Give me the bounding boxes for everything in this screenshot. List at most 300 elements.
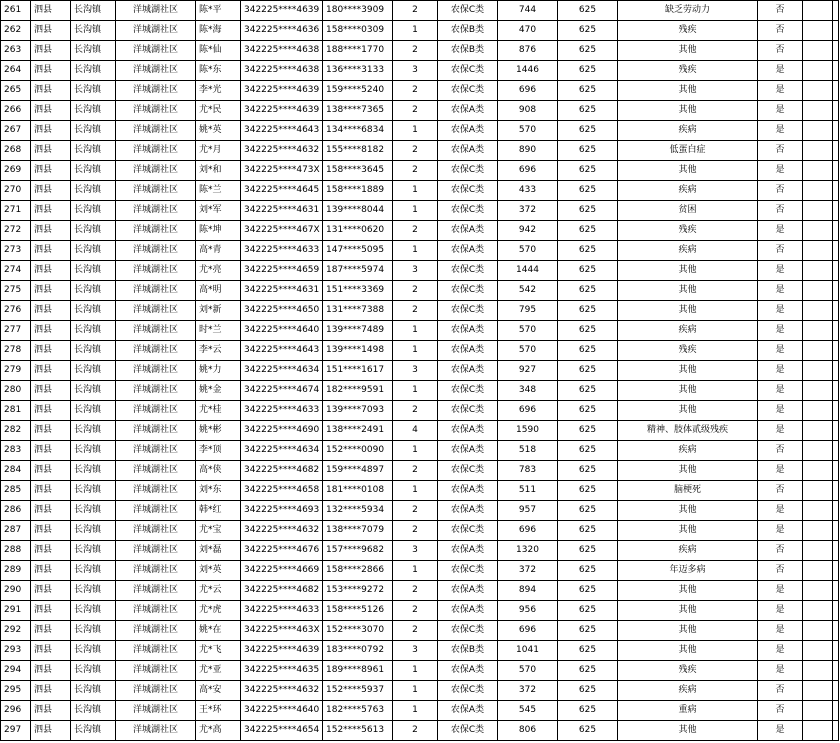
members-cell: 1 bbox=[393, 121, 438, 141]
empty-cell bbox=[803, 41, 833, 61]
reason-cell: 年迈多病 bbox=[618, 561, 758, 581]
row-number-cell: 283 bbox=[1, 441, 31, 461]
amount-cell: 433 bbox=[498, 181, 558, 201]
empty-cell bbox=[833, 501, 839, 521]
county-cell: 泗县 bbox=[31, 581, 71, 601]
empty-cell bbox=[803, 101, 833, 121]
table-row bbox=[1, 61, 839, 81]
empty-cell bbox=[803, 161, 833, 181]
row-number-cell: 269 bbox=[1, 161, 31, 181]
name-cell: 尤*飞 bbox=[196, 641, 241, 661]
members-cell: 2 bbox=[393, 501, 438, 521]
community-cell: 洋城湖社区 bbox=[116, 141, 196, 161]
id-number-cell: 342225****4654 bbox=[241, 721, 323, 741]
phone-cell: 138****2491 bbox=[323, 421, 393, 441]
empty-cell bbox=[803, 181, 833, 201]
row-number-cell: 263 bbox=[1, 41, 31, 61]
community-cell: 洋城湖社区 bbox=[116, 41, 196, 61]
county-cell: 泗县 bbox=[31, 121, 71, 141]
table-row bbox=[1, 1, 839, 21]
phone-cell: 151****3369 bbox=[323, 281, 393, 301]
table-row bbox=[1, 581, 839, 601]
flag-cell: 是 bbox=[758, 381, 803, 401]
row-number-cell: 280 bbox=[1, 381, 31, 401]
town-cell: 长沟镇 bbox=[71, 621, 116, 641]
amount-cell: 570 bbox=[498, 121, 558, 141]
standard-cell: 625 bbox=[558, 461, 618, 481]
table-row bbox=[1, 681, 839, 701]
row-number-cell: 275 bbox=[1, 281, 31, 301]
amount-cell: 744 bbox=[498, 1, 558, 21]
phone-cell: 139****1498 bbox=[323, 341, 393, 361]
name-cell: 陈*仙 bbox=[196, 41, 241, 61]
members-cell: 4 bbox=[393, 421, 438, 441]
category-cell: 农保B类 bbox=[438, 641, 498, 661]
members-cell: 2 bbox=[393, 221, 438, 241]
phone-cell: 151****1617 bbox=[323, 361, 393, 381]
empty-cell bbox=[833, 721, 839, 741]
phone-cell: 187****5974 bbox=[323, 261, 393, 281]
amount-cell: 783 bbox=[498, 461, 558, 481]
county-cell: 泗县 bbox=[31, 301, 71, 321]
empty-cell bbox=[833, 221, 839, 241]
row-number-cell: 290 bbox=[1, 581, 31, 601]
empty-cell bbox=[833, 341, 839, 361]
table-row bbox=[1, 21, 839, 41]
flag-cell: 是 bbox=[758, 521, 803, 541]
county-cell: 泗县 bbox=[31, 41, 71, 61]
category-cell: 农保C类 bbox=[438, 621, 498, 641]
reason-cell: 低蛋白症 bbox=[618, 141, 758, 161]
reason-cell: 其他 bbox=[618, 581, 758, 601]
community-cell: 洋城湖社区 bbox=[116, 461, 196, 481]
row-number-cell: 285 bbox=[1, 481, 31, 501]
amount-cell: 696 bbox=[498, 161, 558, 181]
empty-cell bbox=[803, 541, 833, 561]
phone-cell: 139****8044 bbox=[323, 201, 393, 221]
category-cell: 农保A类 bbox=[438, 321, 498, 341]
empty-cell bbox=[803, 461, 833, 481]
reason-cell: 贫困 bbox=[618, 201, 758, 221]
members-cell: 1 bbox=[393, 241, 438, 261]
phone-cell: 134****6834 bbox=[323, 121, 393, 141]
county-cell: 泗县 bbox=[31, 641, 71, 661]
row-number-cell: 286 bbox=[1, 501, 31, 521]
row-number-cell: 287 bbox=[1, 521, 31, 541]
county-cell: 泗县 bbox=[31, 681, 71, 701]
empty-cell bbox=[803, 301, 833, 321]
community-cell: 洋城湖社区 bbox=[116, 381, 196, 401]
reason-cell: 残疾 bbox=[618, 661, 758, 681]
table-row bbox=[1, 281, 839, 301]
members-cell: 3 bbox=[393, 641, 438, 661]
town-cell: 长沟镇 bbox=[71, 701, 116, 721]
table-row bbox=[1, 181, 839, 201]
amount-cell: 696 bbox=[498, 81, 558, 101]
phone-cell: 180****3909 bbox=[323, 1, 393, 21]
county-cell: 泗县 bbox=[31, 161, 71, 181]
flag-cell: 是 bbox=[758, 361, 803, 381]
category-cell: 农保B类 bbox=[438, 41, 498, 61]
empty-cell bbox=[803, 721, 833, 741]
empty-cell bbox=[833, 461, 839, 481]
amount-cell: 372 bbox=[498, 201, 558, 221]
reason-cell: 缺乏劳动力 bbox=[618, 1, 758, 21]
row-number-cell: 297 bbox=[1, 721, 31, 741]
standard-cell: 625 bbox=[558, 101, 618, 121]
id-number-cell: 342225****4635 bbox=[241, 661, 323, 681]
row-number-cell: 276 bbox=[1, 301, 31, 321]
id-number-cell: 342225****4693 bbox=[241, 501, 323, 521]
reason-cell: 其他 bbox=[618, 41, 758, 61]
town-cell: 长沟镇 bbox=[71, 281, 116, 301]
category-cell: 农保A类 bbox=[438, 421, 498, 441]
table-row bbox=[1, 421, 839, 441]
reason-cell: 其他 bbox=[618, 401, 758, 421]
name-cell: 高*侠 bbox=[196, 461, 241, 481]
standard-cell: 625 bbox=[558, 641, 618, 661]
reason-cell: 其他 bbox=[618, 641, 758, 661]
id-number-cell: 342225****4645 bbox=[241, 181, 323, 201]
empty-cell bbox=[833, 521, 839, 541]
empty-cell bbox=[803, 601, 833, 621]
community-cell: 洋城湖社区 bbox=[116, 341, 196, 361]
flag-cell: 否 bbox=[758, 541, 803, 561]
row-number-cell: 277 bbox=[1, 321, 31, 341]
amount-cell: 570 bbox=[498, 341, 558, 361]
county-cell: 泗县 bbox=[31, 481, 71, 501]
phone-cell: 182****9591 bbox=[323, 381, 393, 401]
community-cell: 洋城湖社区 bbox=[116, 61, 196, 81]
table-row bbox=[1, 321, 839, 341]
amount-cell: 1590 bbox=[498, 421, 558, 441]
community-cell: 洋城湖社区 bbox=[116, 641, 196, 661]
empty-cell bbox=[833, 21, 839, 41]
empty-cell bbox=[833, 661, 839, 681]
category-cell: 农保C类 bbox=[438, 181, 498, 201]
category-cell: 农保B类 bbox=[438, 21, 498, 41]
amount-cell: 696 bbox=[498, 521, 558, 541]
county-cell: 泗县 bbox=[31, 181, 71, 201]
table-row bbox=[1, 441, 839, 461]
flag-cell: 是 bbox=[758, 161, 803, 181]
phone-cell: 152****5613 bbox=[323, 721, 393, 741]
members-cell: 2 bbox=[393, 281, 438, 301]
members-cell: 2 bbox=[393, 141, 438, 161]
name-cell: 陈*坤 bbox=[196, 221, 241, 241]
flag-cell: 是 bbox=[758, 661, 803, 681]
table-row bbox=[1, 301, 839, 321]
empty-cell bbox=[833, 321, 839, 341]
table-row bbox=[1, 261, 839, 281]
county-cell: 泗县 bbox=[31, 461, 71, 481]
flag-cell: 否 bbox=[758, 481, 803, 501]
county-cell: 泗县 bbox=[31, 81, 71, 101]
category-cell: 农保A类 bbox=[438, 481, 498, 501]
empty-cell bbox=[803, 141, 833, 161]
community-cell: 洋城湖社区 bbox=[116, 661, 196, 681]
town-cell: 长沟镇 bbox=[71, 181, 116, 201]
id-number-cell: 342225****4659 bbox=[241, 261, 323, 281]
name-cell: 姚*力 bbox=[196, 361, 241, 381]
town-cell: 长沟镇 bbox=[71, 661, 116, 681]
phone-cell: 159****4897 bbox=[323, 461, 393, 481]
reason-cell: 疾病 bbox=[618, 241, 758, 261]
members-cell: 1 bbox=[393, 561, 438, 581]
empty-cell bbox=[833, 581, 839, 601]
empty-cell bbox=[833, 441, 839, 461]
row-number-cell: 293 bbox=[1, 641, 31, 661]
standard-cell: 625 bbox=[558, 721, 618, 741]
category-cell: 农保C类 bbox=[438, 201, 498, 221]
table-row bbox=[1, 341, 839, 361]
empty-cell bbox=[803, 21, 833, 41]
name-cell: 陈*海 bbox=[196, 21, 241, 41]
phone-cell: 155****8182 bbox=[323, 141, 393, 161]
standard-cell: 625 bbox=[558, 1, 618, 21]
row-number-cell: 296 bbox=[1, 701, 31, 721]
county-cell: 泗县 bbox=[31, 241, 71, 261]
county-cell: 泗县 bbox=[31, 401, 71, 421]
name-cell: 尤*高 bbox=[196, 721, 241, 741]
reason-cell: 残疾 bbox=[618, 21, 758, 41]
amount-cell: 518 bbox=[498, 441, 558, 461]
amount-cell: 942 bbox=[498, 221, 558, 241]
table-row bbox=[1, 101, 839, 121]
town-cell: 长沟镇 bbox=[71, 61, 116, 81]
table-row bbox=[1, 221, 839, 241]
empty-cell bbox=[833, 261, 839, 281]
phone-cell: 181****0108 bbox=[323, 481, 393, 501]
category-cell: 农保C类 bbox=[438, 521, 498, 541]
id-number-cell: 342225****4631 bbox=[241, 281, 323, 301]
standard-cell: 625 bbox=[558, 561, 618, 581]
community-cell: 洋城湖社区 bbox=[116, 481, 196, 501]
table-row bbox=[1, 501, 839, 521]
row-number-cell: 267 bbox=[1, 121, 31, 141]
id-number-cell: 342225****4634 bbox=[241, 441, 323, 461]
town-cell: 长沟镇 bbox=[71, 461, 116, 481]
table-row bbox=[1, 121, 839, 141]
community-cell: 洋城湖社区 bbox=[116, 721, 196, 741]
flag-cell: 是 bbox=[758, 501, 803, 521]
empty-cell bbox=[803, 521, 833, 541]
flag-cell: 是 bbox=[758, 301, 803, 321]
standard-cell: 625 bbox=[558, 601, 618, 621]
empty-cell bbox=[833, 141, 839, 161]
community-cell: 洋城湖社区 bbox=[116, 441, 196, 461]
phone-cell: 159****5240 bbox=[323, 81, 393, 101]
table-row bbox=[1, 361, 839, 381]
flag-cell: 否 bbox=[758, 241, 803, 261]
row-number-cell: 281 bbox=[1, 401, 31, 421]
community-cell: 洋城湖社区 bbox=[116, 281, 196, 301]
id-number-cell: 342225****4643 bbox=[241, 121, 323, 141]
id-number-cell: 342225****4632 bbox=[241, 521, 323, 541]
reason-cell: 其他 bbox=[618, 281, 758, 301]
table-row bbox=[1, 601, 839, 621]
amount-cell: 890 bbox=[498, 141, 558, 161]
name-cell: 刘*军 bbox=[196, 201, 241, 221]
category-cell: 农保C类 bbox=[438, 461, 498, 481]
standard-cell: 625 bbox=[558, 21, 618, 41]
standard-cell: 625 bbox=[558, 121, 618, 141]
empty-cell bbox=[803, 661, 833, 681]
row-number-cell: 268 bbox=[1, 141, 31, 161]
reason-cell: 疾病 bbox=[618, 121, 758, 141]
town-cell: 长沟镇 bbox=[71, 261, 116, 281]
standard-cell: 625 bbox=[558, 61, 618, 81]
category-cell: 农保A类 bbox=[438, 581, 498, 601]
amount-cell: 908 bbox=[498, 101, 558, 121]
empty-cell bbox=[833, 681, 839, 701]
table-row bbox=[1, 641, 839, 661]
flag-cell: 是 bbox=[758, 101, 803, 121]
community-cell: 洋城湖社区 bbox=[116, 241, 196, 261]
community-cell: 洋城湖社区 bbox=[116, 321, 196, 341]
county-cell: 泗县 bbox=[31, 361, 71, 381]
amount-cell: 372 bbox=[498, 561, 558, 581]
row-number-cell: 282 bbox=[1, 421, 31, 441]
table-row bbox=[1, 41, 839, 61]
name-cell: 陈*平 bbox=[196, 1, 241, 21]
flag-cell: 是 bbox=[758, 581, 803, 601]
members-cell: 2 bbox=[393, 41, 438, 61]
empty-cell bbox=[803, 701, 833, 721]
reason-cell: 其他 bbox=[618, 721, 758, 741]
empty-cell bbox=[833, 421, 839, 441]
community-cell: 洋城湖社区 bbox=[116, 421, 196, 441]
reason-cell: 重病 bbox=[618, 701, 758, 721]
town-cell: 长沟镇 bbox=[71, 581, 116, 601]
empty-cell bbox=[803, 641, 833, 661]
standard-cell: 625 bbox=[558, 521, 618, 541]
empty-cell bbox=[803, 381, 833, 401]
table-row bbox=[1, 521, 839, 541]
standard-cell: 625 bbox=[558, 681, 618, 701]
county-cell: 泗县 bbox=[31, 421, 71, 441]
reason-cell: 疾病 bbox=[618, 541, 758, 561]
town-cell: 长沟镇 bbox=[71, 81, 116, 101]
community-cell: 洋城湖社区 bbox=[116, 21, 196, 41]
name-cell: 姚*彬 bbox=[196, 421, 241, 441]
phone-cell: 183****0792 bbox=[323, 641, 393, 661]
standard-cell: 625 bbox=[558, 221, 618, 241]
community-cell: 洋城湖社区 bbox=[116, 521, 196, 541]
empty-cell bbox=[803, 261, 833, 281]
id-number-cell: 342225****4669 bbox=[241, 561, 323, 581]
id-number-cell: 342225****4638 bbox=[241, 41, 323, 61]
id-number-cell: 342225****4636 bbox=[241, 21, 323, 41]
empty-cell bbox=[833, 181, 839, 201]
category-cell: 农保A类 bbox=[438, 341, 498, 361]
flag-cell: 是 bbox=[758, 81, 803, 101]
row-number-cell: 274 bbox=[1, 261, 31, 281]
phone-cell: 182****5763 bbox=[323, 701, 393, 721]
id-number-cell: 342225****4650 bbox=[241, 301, 323, 321]
amount-cell: 696 bbox=[498, 621, 558, 641]
reason-cell: 残疾 bbox=[618, 61, 758, 81]
phone-cell: 188****1770 bbox=[323, 41, 393, 61]
empty-cell bbox=[833, 241, 839, 261]
category-cell: 农保C类 bbox=[438, 681, 498, 701]
flag-cell: 是 bbox=[758, 401, 803, 421]
reason-cell: 其他 bbox=[618, 361, 758, 381]
county-cell: 泗县 bbox=[31, 21, 71, 41]
row-number-cell: 262 bbox=[1, 21, 31, 41]
row-number-cell: 291 bbox=[1, 601, 31, 621]
town-cell: 长沟镇 bbox=[71, 541, 116, 561]
standard-cell: 625 bbox=[558, 281, 618, 301]
reason-cell: 其他 bbox=[618, 461, 758, 481]
empty-cell bbox=[833, 101, 839, 121]
flag-cell: 否 bbox=[758, 441, 803, 461]
members-cell: 1 bbox=[393, 701, 438, 721]
members-cell: 1 bbox=[393, 201, 438, 221]
members-cell: 2 bbox=[393, 581, 438, 601]
reason-cell: 其他 bbox=[618, 621, 758, 641]
category-cell: 农保A类 bbox=[438, 361, 498, 381]
community-cell: 洋城湖社区 bbox=[116, 1, 196, 21]
flag-cell: 是 bbox=[758, 721, 803, 741]
town-cell: 长沟镇 bbox=[71, 381, 116, 401]
empty-cell bbox=[803, 121, 833, 141]
empty-cell bbox=[833, 601, 839, 621]
id-number-cell: 342225****4633 bbox=[241, 601, 323, 621]
row-number-cell: 278 bbox=[1, 341, 31, 361]
table-row bbox=[1, 141, 839, 161]
members-cell: 2 bbox=[393, 401, 438, 421]
members-cell: 2 bbox=[393, 1, 438, 21]
amount-cell: 1320 bbox=[498, 541, 558, 561]
amount-cell: 372 bbox=[498, 681, 558, 701]
reason-cell: 其他 bbox=[618, 501, 758, 521]
row-number-cell: 295 bbox=[1, 681, 31, 701]
members-cell: 1 bbox=[393, 21, 438, 41]
id-number-cell: 342225****4643 bbox=[241, 341, 323, 361]
amount-cell: 795 bbox=[498, 301, 558, 321]
id-number-cell: 342225****4640 bbox=[241, 321, 323, 341]
category-cell: 农保C类 bbox=[438, 281, 498, 301]
category-cell: 农保A类 bbox=[438, 661, 498, 681]
id-number-cell: 342225****4674 bbox=[241, 381, 323, 401]
empty-cell bbox=[803, 561, 833, 581]
standard-cell: 625 bbox=[558, 421, 618, 441]
standard-cell: 625 bbox=[558, 481, 618, 501]
phone-cell: 158****1889 bbox=[323, 181, 393, 201]
amount-cell: 1041 bbox=[498, 641, 558, 661]
standard-cell: 625 bbox=[558, 361, 618, 381]
name-cell: 李*云 bbox=[196, 341, 241, 361]
town-cell: 长沟镇 bbox=[71, 21, 116, 41]
standard-cell: 625 bbox=[558, 381, 618, 401]
reason-cell: 其他 bbox=[618, 261, 758, 281]
town-cell: 长沟镇 bbox=[71, 121, 116, 141]
town-cell: 长沟镇 bbox=[71, 441, 116, 461]
amount-cell: 348 bbox=[498, 381, 558, 401]
phone-cell: 157****9682 bbox=[323, 541, 393, 561]
members-cell: 2 bbox=[393, 601, 438, 621]
flag-cell: 是 bbox=[758, 121, 803, 141]
empty-cell bbox=[833, 641, 839, 661]
name-cell: 刘*英 bbox=[196, 561, 241, 581]
reason-cell: 疾病 bbox=[618, 681, 758, 701]
id-number-cell: 342225****4631 bbox=[241, 201, 323, 221]
community-cell: 洋城湖社区 bbox=[116, 101, 196, 121]
table-row bbox=[1, 541, 839, 561]
members-cell: 2 bbox=[393, 101, 438, 121]
members-cell: 2 bbox=[393, 721, 438, 741]
